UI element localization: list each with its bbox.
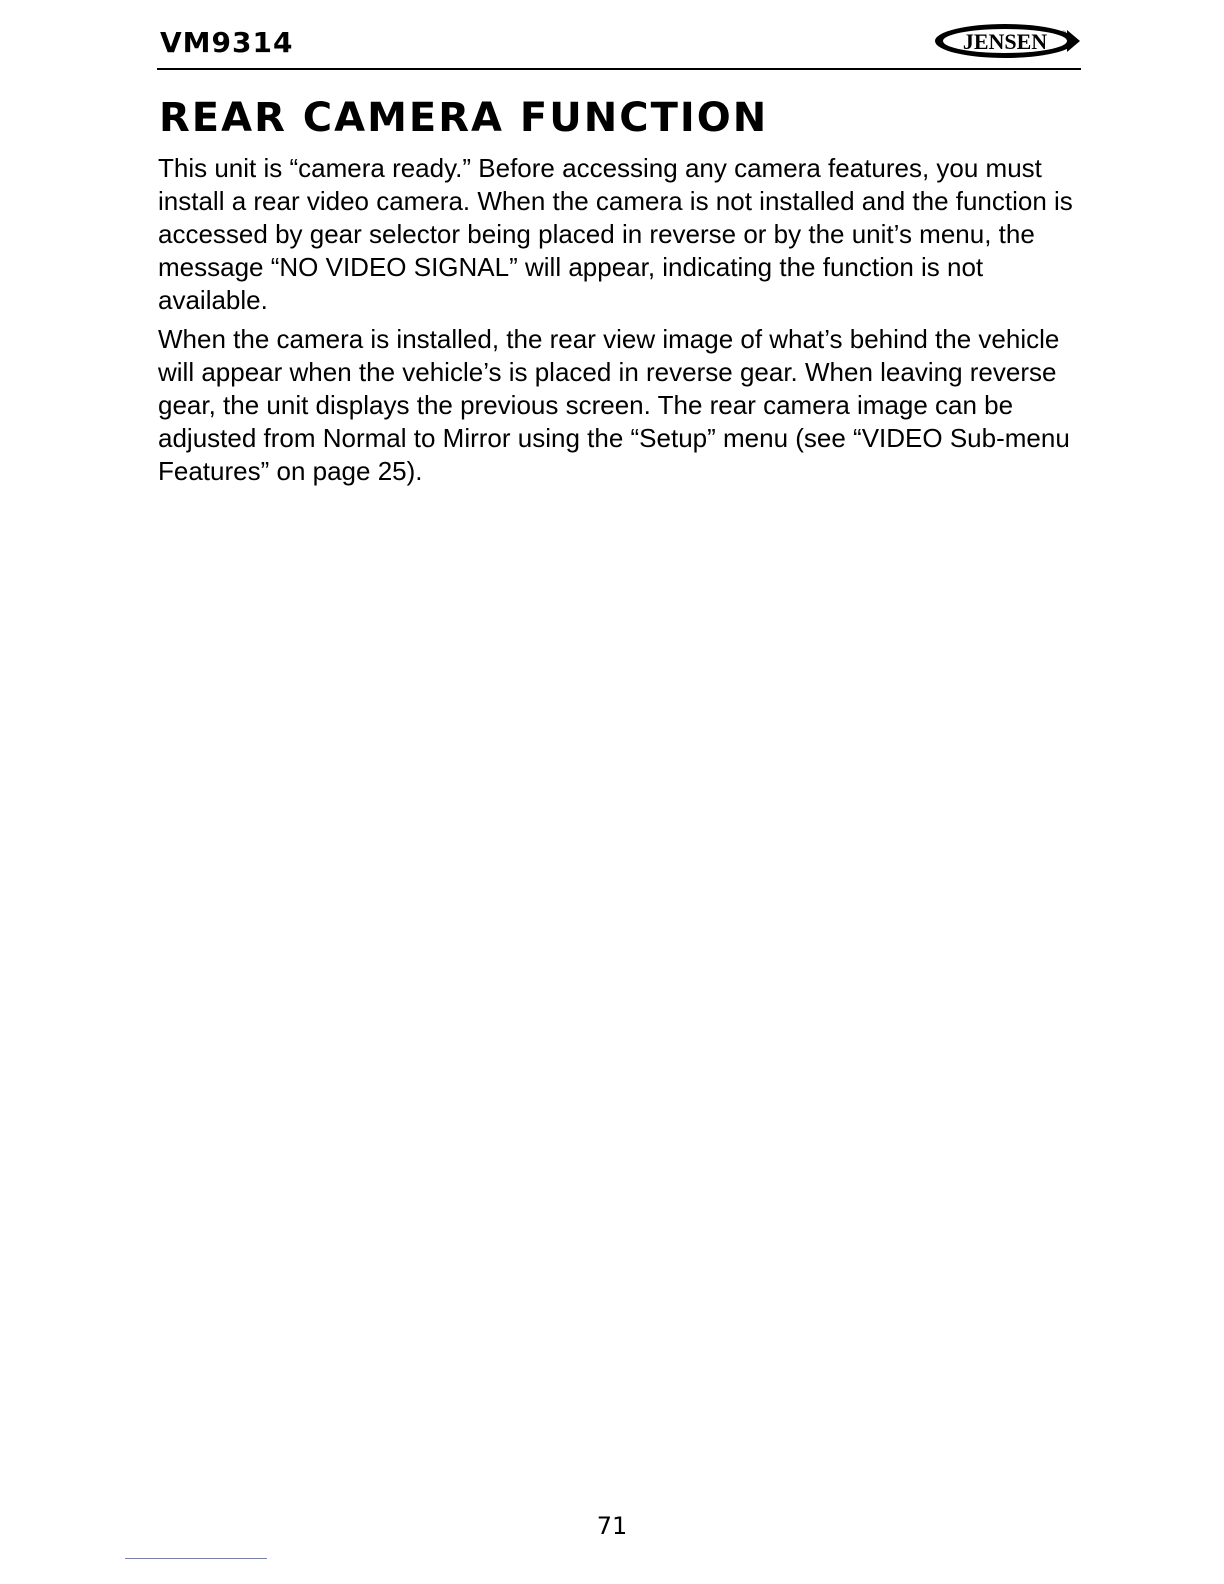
- svg-text:®: ®: [1061, 31, 1067, 38]
- paragraph: When the camera is installed, the rear view image of what’s behind the vehicle will appear when the vehicle’s is placed in reverse gear. When leaving reverse gear, the unit displays the previous screen. The rear camera image can be adjusted from Normal to Mirror using the “Setup” menu (see “VIDEO Sub-menu Features” on page 25).: [158, 324, 1070, 486]
- jensen-logo: [933, 22, 1081, 60]
- model-number: VM9314: [160, 26, 294, 59]
- page-header: [157, 22, 1081, 70]
- footer-divider: [125, 1558, 267, 1559]
- page-number: 71: [596, 1512, 628, 1540]
- paragraph: This unit is “camera ready.” Before accessing any camera features, you must install a rear video camera. When the camera is not installed and the function is accessed by gear selector being placed in reverse or by the unit’s menu, the message “NO VIDEO SIGNAL” will appear, indicating the function is not available.: [158, 153, 1073, 315]
- svg-text:JENSEN: JENSEN: [962, 29, 1048, 54]
- section-title: REAR CAMERA FUNCTION: [159, 95, 769, 141]
- section-body: [158, 152, 1078, 494]
